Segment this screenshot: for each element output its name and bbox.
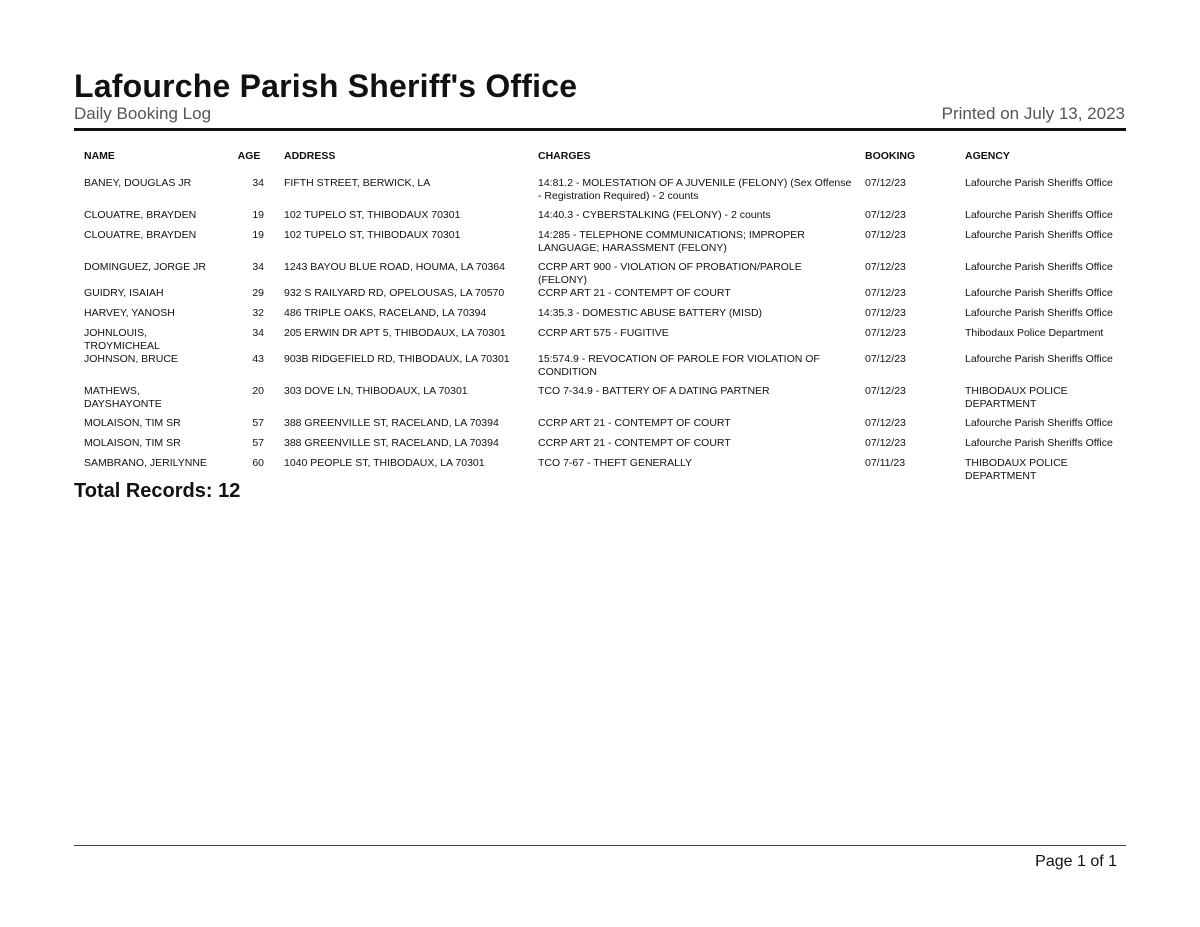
cell-address: 205 ERWIN DR APT 5, THIBODAUX, LA 70301 (284, 327, 506, 339)
booking-log-table (78, 146, 1122, 489)
table-row (78, 177, 1122, 209)
cell-agency: THIBODAUX POLICE DEPARTMENT (965, 457, 1068, 482)
cell-booking: 07/12/23 (865, 307, 906, 319)
cell-booking: 07/12/23 (865, 353, 906, 365)
cell-address: 102 TUPELO ST, THIBODAUX 70301 (284, 209, 461, 221)
table-row (78, 417, 1122, 437)
total-records: Total Records: 12 (74, 480, 241, 502)
cell-age: 60 (252, 457, 264, 469)
cell-booking: 07/12/23 (865, 229, 906, 241)
table-row (78, 327, 1122, 353)
cell-age: 34 (252, 261, 264, 273)
cell-name: JOHNSON, BRUCE (84, 353, 178, 365)
cell-agency: Lafourche Parish Sheriffs Office (965, 417, 1113, 429)
cell-address: 486 TRIPLE OAKS, RACELAND, LA 70394 (284, 307, 487, 319)
cell-charges: CCRP ART 21 - CONTEMPT OF COURT (538, 437, 731, 449)
cell-age: 32 (252, 307, 264, 319)
cell-name: MATHEWS, DAYSHAYONTE (84, 385, 162, 410)
cell-name: SAMBRANO, JERILYNNE (84, 457, 207, 469)
cell-charges: CCRP ART 900 - VIOLATION OF PROBATION/PAROLE (FELONY) (538, 261, 802, 286)
table-row (78, 385, 1122, 417)
cell-agency: Thibodaux Police Department (965, 327, 1104, 339)
header-divider (74, 128, 1126, 131)
cell-address: 388 GREENVILLE ST, RACELAND, LA 70394 (284, 417, 499, 429)
cell-age: 20 (252, 385, 264, 397)
table-row (78, 229, 1122, 261)
page-number: Page 1 of 1 (1035, 853, 1117, 870)
table-row (78, 307, 1122, 327)
cell-name: DOMINGUEZ, JORGE JR (84, 261, 206, 273)
column-header-address: ADDRESS (284, 150, 336, 162)
cell-booking: 07/12/23 (865, 327, 906, 339)
cell-booking: 07/12/23 (865, 209, 906, 221)
column-header-booking: BOOKING (865, 150, 916, 162)
cell-age: 29 (252, 287, 264, 299)
cell-charges: CCRP ART 21 - CONTEMPT OF COURT (538, 287, 731, 299)
cell-agency: Lafourche Parish Sheriffs Office (965, 229, 1113, 241)
cell-name: CLOUATRE, BRAYDEN (84, 229, 197, 241)
column-header-charges: CHARGES (538, 150, 591, 162)
cell-age: 57 (252, 437, 264, 449)
cell-charges: CCRP ART 21 - CONTEMPT OF COURT (538, 417, 731, 429)
cell-name: GUIDRY, ISAIAH (84, 287, 164, 299)
table-row (78, 287, 1122, 307)
cell-charges: CCRP ART 575 - FUGITIVE (538, 327, 669, 339)
cell-agency: Lafourche Parish Sheriffs Office (965, 437, 1113, 449)
cell-charges: 14:285 - TELEPHONE COMMUNICATIONS; IMPROPER LANGUAGE; HARASSMENT (FELONY) (538, 229, 805, 254)
printed-date: Printed on July 13, 2023 (941, 104, 1125, 123)
report-subtitle: Daily Booking Log (74, 104, 212, 123)
column-header-agency: AGENCY (965, 150, 1010, 162)
cell-name: CLOUATRE, BRAYDEN (84, 209, 197, 221)
cell-agency: Lafourche Parish Sheriffs Office (965, 209, 1113, 221)
cell-booking: 07/12/23 (865, 385, 906, 397)
cell-booking: 07/12/23 (865, 287, 906, 299)
cell-charges: 14:40.3 - CYBERSTALKING (FELONY) - 2 counts (538, 209, 771, 221)
cell-age: 34 (252, 327, 264, 339)
cell-age: 34 (252, 177, 264, 189)
cell-address: 932 S RAILYARD RD, OPELOUSAS, LA 70570 (284, 287, 505, 299)
cell-booking: 07/12/23 (865, 417, 906, 429)
cell-address: 903B RIDGEFIELD RD, THIBODAUX, LA 70301 (284, 353, 510, 365)
table-row (78, 353, 1122, 385)
cell-address: 1243 BAYOU BLUE ROAD, HOUMA, LA 70364 (284, 261, 505, 273)
cell-age: 19 (252, 229, 264, 241)
cell-charges: 15:574.9 - REVOCATION OF PAROLE FOR VIOLATION OF CONDITION (538, 353, 820, 378)
cell-agency: THIBODAUX POLICE DEPARTMENT (965, 385, 1068, 410)
cell-booking: 07/12/23 (865, 177, 906, 189)
cell-address: 1040 PEOPLE ST, THIBODAUX, LA 70301 (284, 457, 485, 469)
cell-agency: Lafourche Parish Sheriffs Office (965, 287, 1113, 299)
cell-name: HARVEY, YANOSH (84, 307, 175, 319)
cell-agency: Lafourche Parish Sheriffs Office (965, 307, 1113, 319)
table-row (78, 261, 1122, 287)
cell-charges: TCO 7-67 - THEFT GENERALLY (538, 457, 693, 469)
cell-age: 57 (252, 417, 264, 429)
table-header-row (78, 146, 1122, 177)
cell-name: BANEY, DOUGLAS JR (84, 177, 192, 189)
cell-agency: Lafourche Parish Sheriffs Office (965, 261, 1113, 273)
table-row (78, 209, 1122, 229)
cell-name: MOLAISON, TIM SR (84, 417, 181, 429)
cell-booking: 07/11/23 (865, 457, 906, 469)
cell-address: FIFTH STREET, BERWICK, LA (284, 177, 431, 189)
cell-booking: 07/12/23 (865, 437, 906, 449)
cell-name: MOLAISON, TIM SR (84, 437, 181, 449)
cell-charges: 14:81.2 - MOLESTATION OF A JUVENILE (FELONY) (Sex Offense - Registration Required) - 2 counts (538, 177, 852, 202)
cell-booking: 07/12/23 (865, 261, 906, 273)
footer-divider (74, 845, 1126, 846)
cell-name: JOHNLOUIS, TROYMICHEAL (84, 327, 160, 352)
cell-age: 43 (252, 353, 264, 365)
cell-age: 19 (252, 209, 264, 221)
cell-agency: Lafourche Parish Sheriffs Office (965, 177, 1113, 189)
cell-address: 303 DOVE LN, THIBODAUX, LA 70301 (284, 385, 468, 397)
cell-charges: TCO 7-34.9 - BATTERY OF A DATING PARTNER (538, 385, 770, 397)
cell-charges: 14:35.3 - DOMESTIC ABUSE BATTERY (MISD) (538, 307, 763, 319)
column-header-age: AGE (237, 150, 261, 162)
column-header-name: NAME (84, 150, 115, 162)
table-row (78, 437, 1122, 457)
page-title: Lafourche Parish Sheriff's Office (74, 68, 578, 104)
cell-address: 102 TUPELO ST, THIBODAUX 70301 (284, 229, 461, 241)
cell-agency: Lafourche Parish Sheriffs Office (965, 353, 1113, 365)
cell-address: 388 GREENVILLE ST, RACELAND, LA 70394 (284, 437, 499, 449)
